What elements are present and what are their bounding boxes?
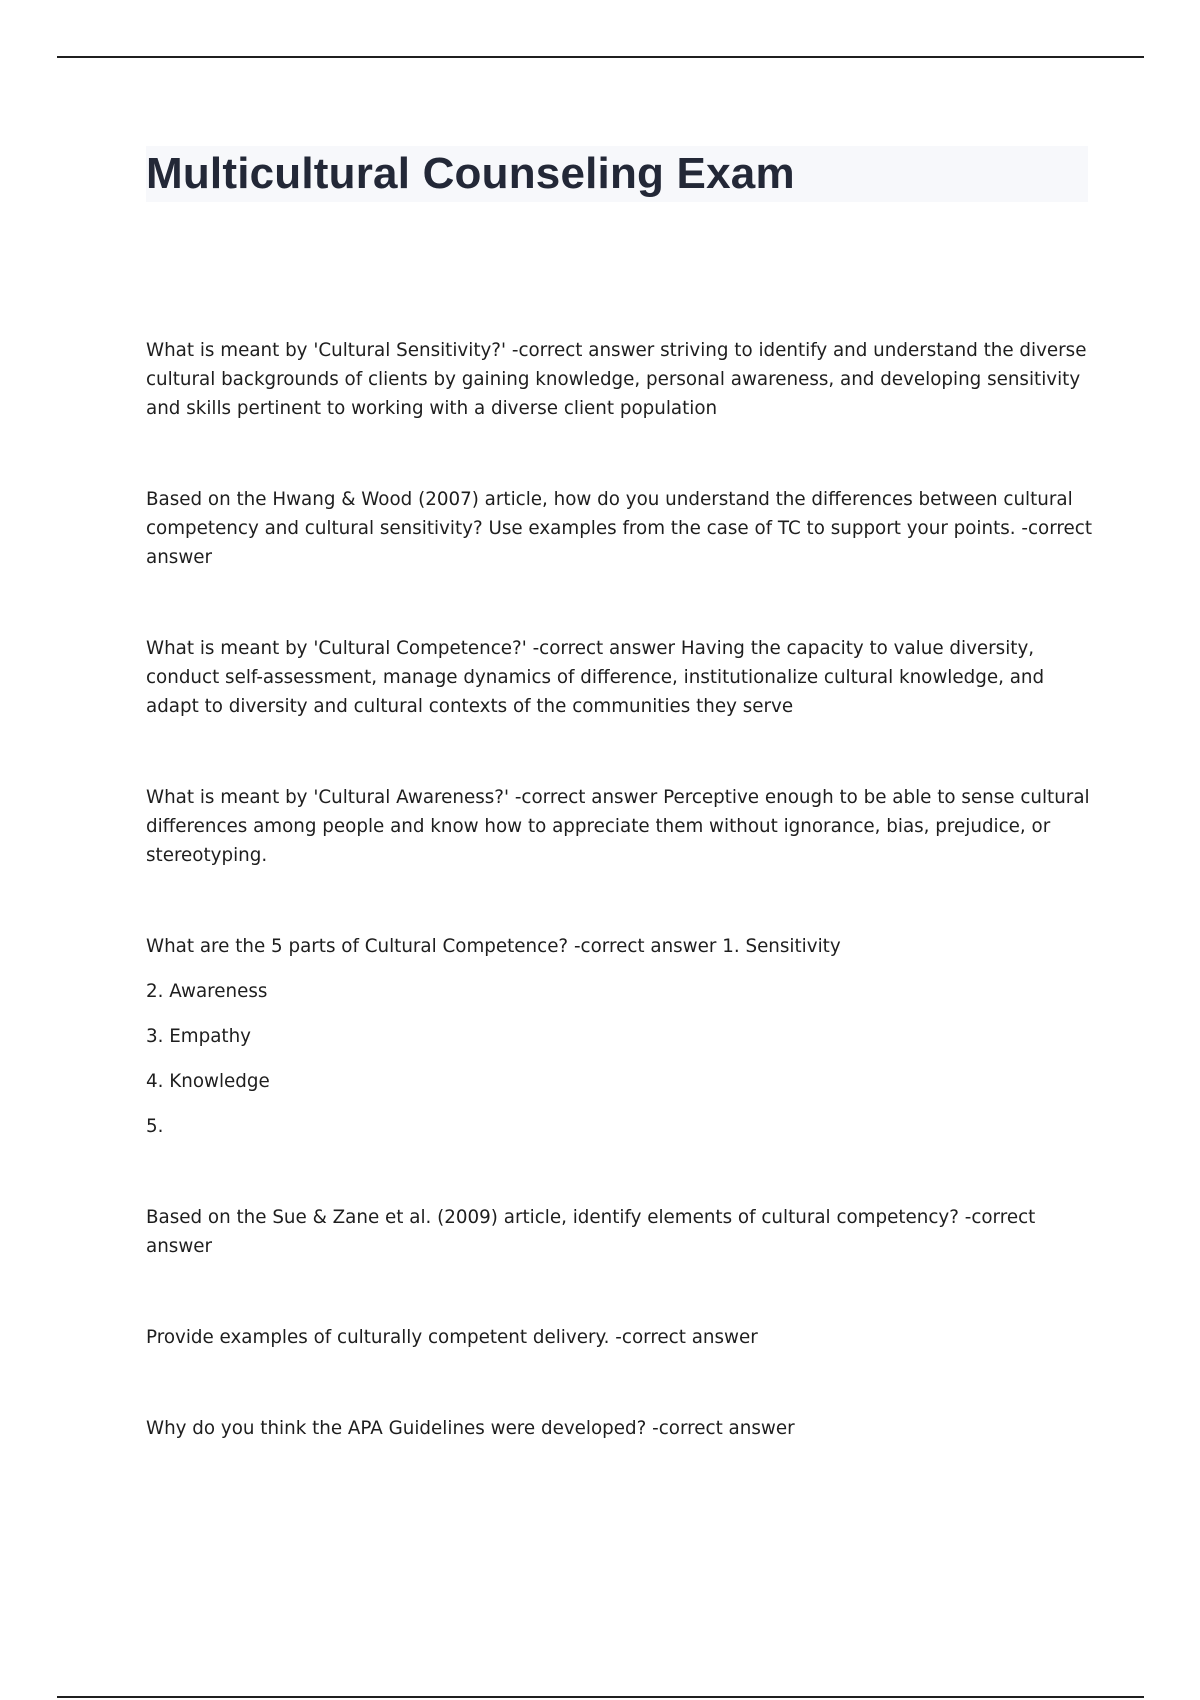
- qa-item-cultural-awareness: What is meant by 'Cultural Awareness?' -correct answer Perceptive enough to be able to sense cultural differences among people and know how to appreciate them without ignorance, bias, prejudice, or stereotyping.: [146, 787, 1090, 866]
- top-divider: [57, 56, 1144, 58]
- qa-item-cultural-competence: What is meant by 'Cultural Competence?' -correct answer Having the capacity to value diversity, conduct self-assessment, manage dynamics of difference, institutionalize cultural knowledge, and adapt to diversity and cultural contexts of the communities they serve: [146, 638, 1045, 717]
- qa-item-hwang-wood: Based on the Hwang & Wood (2007) article, how do you understand the differences between cultural competency and cultural sensitivity? Use examples from the case of TC to support your points. -correct answer: [146, 489, 1093, 568]
- qa-item-competent-delivery: Provide examples of culturally competent delivery. -correct answer: [146, 1327, 758, 1348]
- list-item-empathy: 3. Empathy: [146, 1026, 251, 1047]
- list-item-awareness: 2. Awareness: [146, 981, 268, 1002]
- qa-item-cultural-sensitivity: What is meant by 'Cultural Sensitivity?' -correct answer striving to identify and understand the diverse cultural backgrounds of clients by gaining knowledge, personal awareness, and developing sensitivity and skills pertinent to working with a diverse client population: [146, 340, 1087, 419]
- bottom-divider: [57, 1696, 1144, 1698]
- qa-item-sue-zane: Based on the Sue & Zane et al. (2009) article, identify elements of cultural competency? -correct answer: [146, 1207, 1036, 1257]
- document-title: Multicultural Counseling Exam: [146, 149, 795, 198]
- qa-content: [146, 336, 1096, 1443]
- list-item-knowledge: 4. Knowledge: [146, 1071, 270, 1092]
- qa-item-apa-guidelines: Why do you think the APA Guidelines were developed? -correct answer: [146, 1418, 795, 1439]
- qa-item-five-parts: What are the 5 parts of Cultural Competence? -correct answer 1. Sensitivity: [146, 936, 841, 957]
- list-item-five: 5.: [146, 1116, 164, 1137]
